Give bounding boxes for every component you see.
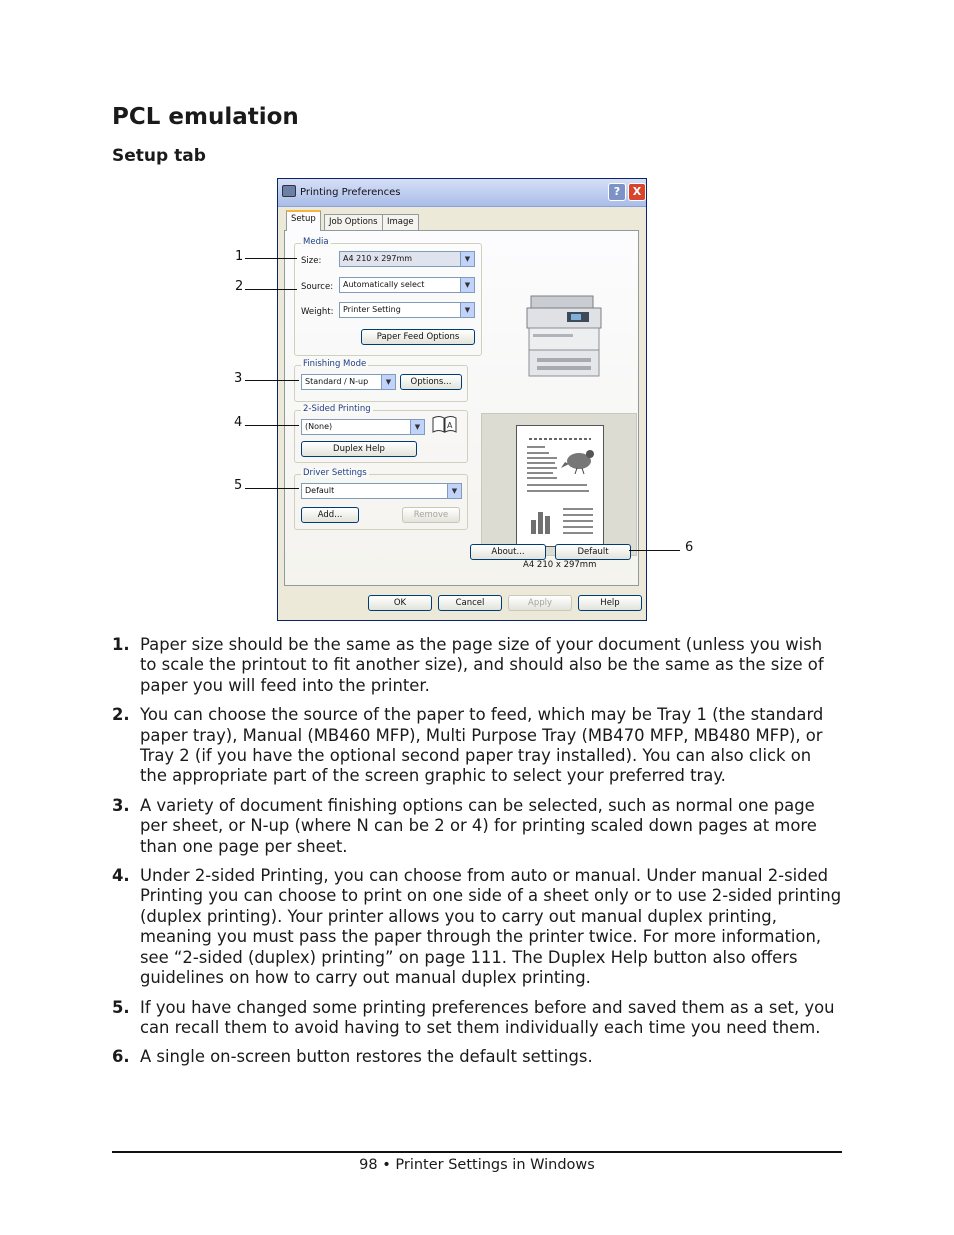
explanation-list: [112, 635, 842, 1077]
item-text: A single on-screen button restores the default settings.: [140, 1047, 593, 1067]
item-text: A variety of document finishing options can be selected, such as normal one page per sheet, or N-up (where N can be 2 or 4) for printing scaled down pages at more than one page per sheet.: [140, 795, 817, 856]
page-title: PCL emulation: [112, 104, 299, 130]
source-select[interactable]: [339, 277, 475, 293]
printing-preferences-dialog: [277, 178, 647, 621]
callout-4: 4: [234, 415, 243, 430]
bird-illustration: [561, 444, 597, 474]
item-number: 6.: [112, 1047, 130, 1067]
footer-divider: [112, 1151, 842, 1153]
default-button[interactable]: Default: [555, 544, 631, 560]
callout-line-4: [245, 425, 299, 426]
close-icon[interactable]: X: [628, 183, 646, 201]
item-number: 5.: [112, 997, 130, 1017]
finishing-value: Standard / N-up: [305, 377, 369, 386]
callout-line-1: [245, 258, 297, 259]
callout-6: 6: [685, 540, 694, 555]
item-number: 4.: [112, 866, 130, 886]
help-button[interactable]: Help: [578, 595, 642, 611]
weight-label: Weight:: [301, 307, 334, 317]
list-item: [112, 1047, 842, 1067]
cancel-button[interactable]: Cancel: [438, 595, 502, 611]
finishing-options-button[interactable]: Options...: [400, 374, 462, 390]
chevron-down-icon[interactable]: ▼: [460, 303, 474, 317]
duplex-book-icon: [432, 414, 458, 434]
two-sided-label: 2-Sided Printing: [303, 404, 371, 414]
item-text: You can choose the source of the paper to feed, which may be Tray 1 (the standard paper tray), Manual (MB460 MFP), Multi Purpose Tray (MB470 MFP, MB480 MFP), or Tray 2 (if you have the optional second paper tray installed). You can also click on the appropriate part of the screen graphic to select your preferred tray.: [140, 705, 824, 786]
chevron-down-icon[interactable]: ▼: [447, 484, 461, 498]
add-button[interactable]: Add...: [301, 507, 359, 523]
chevron-down-icon[interactable]: ▼: [460, 278, 474, 292]
section-title: Setup tab: [112, 146, 206, 166]
tab-job-options[interactable]: Job Options: [324, 214, 383, 230]
preview-sheet: [516, 425, 604, 547]
list-item: [112, 635, 842, 696]
item-text: Paper size should be the same as the page size of your document (unless you wish to scale the printout to fit another size), and should also be the same as the size of paper you will feed into the printer.: [140, 635, 824, 695]
callout-line-5: [245, 488, 299, 489]
callout-3: 3: [234, 371, 243, 386]
item-text: If you have changed some printing preferences before and saved them as a set, you can recall them to avoid having to set them individually each time you need them.: [140, 997, 835, 1037]
about-button[interactable]: About...: [470, 544, 546, 560]
callout-2: 2: [235, 279, 244, 294]
list-item: [112, 866, 842, 988]
list-item: [112, 998, 842, 1039]
size-label: Size:: [301, 256, 322, 266]
two-sided-value: (None): [305, 422, 333, 431]
callout-5: 5: [234, 478, 243, 493]
media-label: Media: [303, 237, 329, 247]
item-number: 1.: [112, 635, 130, 654]
page-footer: 98 • Printer Settings in Windows: [359, 1157, 595, 1173]
callout-1: 1: [235, 249, 244, 264]
paper-feed-options-button[interactable]: Paper Feed Options: [361, 329, 475, 345]
svg-text:A: A: [447, 421, 453, 430]
callout-line-3: [245, 380, 299, 381]
tab-setup[interactable]: Setup: [286, 210, 321, 231]
page-preview[interactable]: [481, 413, 637, 556]
finishing-label: Finishing Mode: [303, 359, 367, 369]
apply-button[interactable]: Apply: [508, 595, 572, 611]
driver-settings-value: Default: [305, 486, 335, 495]
dialog-titlebar: [278, 179, 646, 207]
help-icon[interactable]: ?: [608, 183, 626, 201]
printer-image[interactable]: [523, 294, 607, 380]
two-sided-select[interactable]: [301, 419, 425, 435]
source-value: Automatically select: [343, 280, 425, 289]
size-select[interactable]: [339, 251, 475, 267]
source-label: Source:: [301, 282, 334, 292]
driver-settings-label: Driver Settings: [303, 468, 367, 478]
dialog-title: Printing Preferences: [300, 187, 401, 198]
item-number: 3.: [112, 795, 130, 815]
item-number: 2.: [112, 705, 130, 725]
weight-value: Printer Setting: [343, 305, 401, 314]
printer-icon: [282, 185, 296, 197]
setup-panel: [284, 230, 639, 586]
remove-button[interactable]: Remove: [402, 507, 460, 523]
callout-line-2: [245, 289, 297, 290]
size-value: A4 210 x 297mm: [343, 254, 413, 263]
duplex-help-button[interactable]: Duplex Help: [301, 441, 417, 457]
ok-button[interactable]: OK: [368, 595, 432, 611]
bar-graphic: [531, 510, 555, 534]
chevron-down-icon[interactable]: ▼: [381, 375, 395, 389]
weight-select[interactable]: [339, 302, 475, 318]
chevron-down-icon[interactable]: ▼: [410, 420, 424, 434]
callout-line-6: [629, 550, 680, 551]
chevron-down-icon[interactable]: ▼: [460, 252, 474, 266]
tab-image[interactable]: Image: [382, 214, 419, 230]
driver-settings-select[interactable]: [301, 483, 462, 499]
list-item: [112, 705, 842, 787]
list-item: [112, 796, 842, 857]
item-text: Under 2-sided Printing, you can choose from auto or manual. Under manual 2-sided Printing you can choose to print on one side of a sheet only or to use 2-sided printing (duplex printing). Your printer allows you to carry out manual duplex printing, meaning you must pass the paper through the printer twice. For more information, see “2-sided (duplex) printing” on page 111. The Duplex Help button also offers guidelines on how to carry out manual duplex printing.: [140, 866, 842, 988]
paper-size-caption: A4 210 x 297mm: [523, 560, 597, 570]
finishing-select[interactable]: [301, 374, 396, 390]
